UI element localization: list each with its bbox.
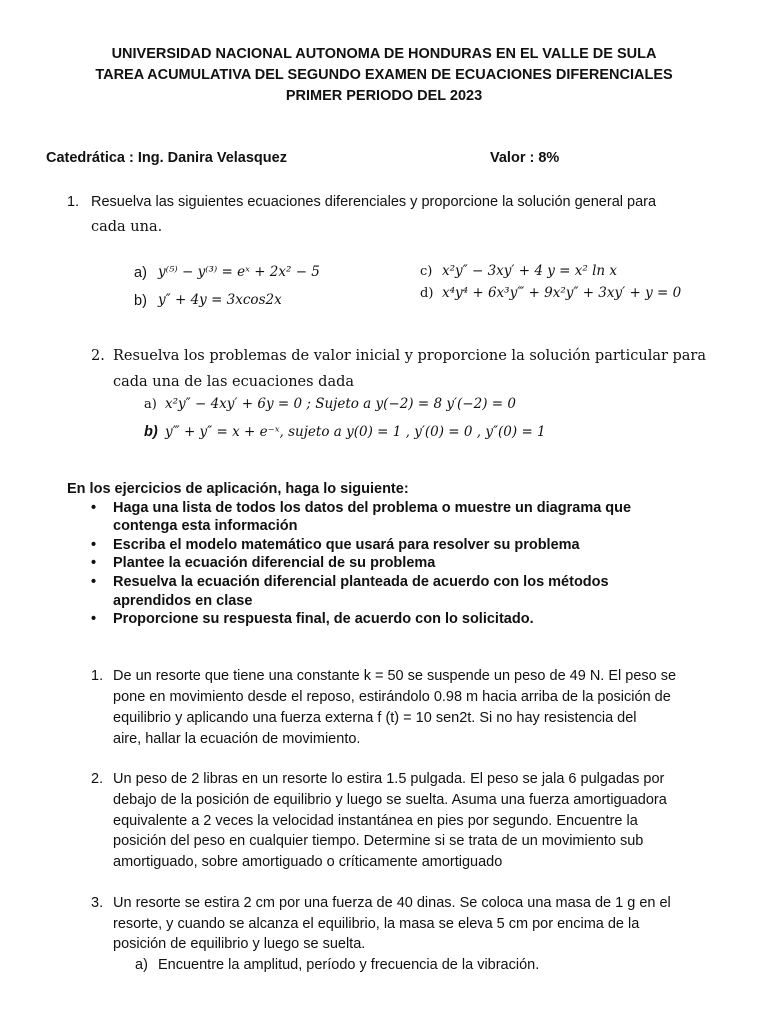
part1-instruction-cont: cada una.: [91, 219, 163, 235]
header-line-1: UNIVERSIDAD NACIONAL AUTONOMA DE HONDURAS EN EL VALLE DE SULA: [111, 46, 657, 62]
part2-eq-a-label: a): [144, 397, 157, 412]
part2-instruction: Resuelva los problemas de valor inicial y proporcione la solución particular para: [113, 348, 707, 364]
header-line-2: TAREA ACUMULATIVA DEL SEGUNDO EXAMEN DE ECUACIONES DIFERENCIALES: [95, 67, 673, 83]
problem-3-number: 3.: [91, 895, 104, 911]
part1-eq-a: y⁽⁵⁾ − y⁽³⁾ = eˣ + 2x² − 5: [158, 264, 320, 280]
problem-2-line: debajo de la posición de equilibrio y luego se suelta. Asuma una fuerza amortiguadora: [113, 792, 667, 808]
problem-2-line: Un peso de 2 libras en un resorte lo estira 1.5 pulgada. El peso se jala 6 pulgadas por: [113, 771, 665, 787]
part2-eq-b: y‴ + y″ = x + e⁻ˣ, sujeto a y(0) = 1 , y′(0) = 0 , y″(0) = 1: [165, 424, 546, 440]
part1-eq-b: y″ + 4y = 3xcos2x: [158, 292, 282, 308]
instruction-bullet-cont: aprendidos en clase: [113, 593, 253, 609]
part1-eq-b-label: b): [134, 293, 147, 309]
part1-instruction: Resuelva las siguientes ecuaciones diferenciales y proporcione la solución general para: [91, 194, 657, 210]
part2-eq-a: x²y″ − 4xy′ + 6y = 0 ; Sujeto a y(−2) = 8 y′(−2) = 0: [165, 396, 516, 412]
problem-2-line: posición del peso en cualquier tiempo. Determine si se trata de un movimiento sub: [113, 833, 644, 849]
bullet-icon: •: [91, 500, 97, 516]
problem-2-line: equivalente a 2 veces la velocidad instantánea en pies por segundo. Encuentre la: [113, 813, 638, 829]
part1-eq-d: x⁴y⁴ + 6x³y‴ + 9x²y″ + 3xy′ + y = 0: [442, 285, 682, 301]
teacher-name: Catedrática : Ing. Danira Velasquez: [46, 150, 287, 166]
problem-3-line: resorte, y cuando se alcanza el equilibrio, la masa se eleva 5 cm por encima de la: [113, 916, 640, 932]
problem-1-line: De un resorte que tiene una constante k = 50 se suspende un peso de 49 N. El peso se: [113, 668, 677, 684]
part1-eq-d-label: d): [420, 286, 434, 301]
problem-3-line: Un resorte se estira 2 cm por una fuerza de 40 dinas. Se coloca una masa de 1 g en el: [113, 895, 671, 911]
instruction-bullet: • Proporcione su respuesta final, de acuerdo con lo solicitado.: [91, 611, 534, 627]
bullet-icon: •: [91, 537, 97, 553]
problem-2-number: 2.: [91, 771, 104, 787]
part1-eq-c-label: c): [420, 264, 433, 279]
problem-3-a-label: a): [135, 957, 148, 973]
part1-eq-c: x²y″ − 3xy′ + 4 y = x² ln x: [442, 263, 618, 279]
instruction-bullet-cont: contenga esta información: [113, 518, 298, 534]
instruction-bullet: • Haga una lista de todos los datos del problema o muestre un diagrama que: [91, 500, 632, 516]
instructions-intro: En los ejercicios de aplicación, haga lo siguiente:: [67, 481, 409, 497]
assignment-value: Valor : 8%: [490, 150, 560, 166]
problem-3-line: posición de equilibrio y luego se suelta.: [113, 936, 366, 952]
problem-1-line: equilibrio y aplicando una fuerza externa f (t) = 10 sen2t. Si no hay resistencia del: [113, 710, 637, 726]
bullet-icon: •: [91, 611, 97, 627]
part2-eq-b-label: b): [144, 424, 158, 440]
problem-1-line: pone en movimiento desde el reposo, estirándolo 0.98 m hacia arriba de la posición de: [113, 689, 671, 705]
problem-3-a: Encuentre la amplitud, período y frecuencia de la vibración.: [158, 957, 540, 973]
instruction-bullet: • Escriba el modelo matemático que usará para resolver su problema: [91, 537, 580, 553]
instruction-bullet: • Resuelva la ecuación diferencial planteada de acuerdo con los métodos: [91, 574, 609, 590]
problem-1-number: 1.: [91, 668, 104, 684]
problem-1-line: aire, hallar la ecuación de movimiento.: [113, 731, 361, 747]
part2-number: 2.: [91, 348, 105, 364]
part2-instruction-cont: cada una de las ecuaciones dada: [113, 374, 355, 390]
part1-eq-a-label: a): [134, 265, 147, 281]
problem-2-line: amortiguado, sobre amortiguado o críticamente amortiguado: [113, 854, 503, 870]
part1-number: 1.: [67, 194, 80, 210]
instruction-bullet: • Plantee la ecuación diferencial de su problema: [91, 555, 436, 571]
bullet-icon: •: [91, 555, 97, 571]
header-line-3: PRIMER PERIODO DEL 2023: [285, 88, 483, 104]
bullet-icon: •: [91, 574, 97, 590]
